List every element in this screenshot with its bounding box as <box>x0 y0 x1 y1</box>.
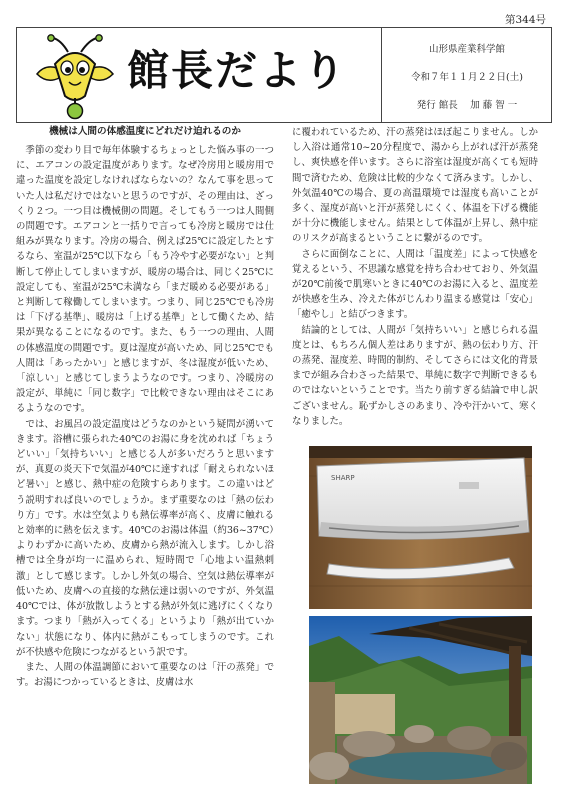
issue-number: 第344号 <box>504 14 546 26</box>
article-title: 機械は人間の体感温度にどれだけ迫れるのか <box>49 126 241 137</box>
article-left-column <box>16 125 274 690</box>
paragraph: また、人間の体温調節において重要なのは「汗の蒸発」です。お湯につかっているときは、皮膚は水 <box>16 661 274 689</box>
newsletter-title: 館長だより <box>127 46 348 95</box>
article-right-column <box>292 125 538 429</box>
publication-date: 令和７年１１月２２日(土) <box>411 72 523 83</box>
ac-brand: SHARP <box>331 474 355 482</box>
paragraph: 結論的としては、人間が「気持ちいい」と感じられる温度とは、もちろん個人差はありますが、熱の伝わり方、汗の蒸発、湿度差、時間的制約、そしてさらには文化的背景までが組み合わさった結果で、単純に数字で判断できるものではないということです。当たり前すぎる結論で申し訳ございません。恥ずかしさのあまり、冷や汗かいて、寒くなりました。 <box>292 324 538 427</box>
organization-name: 山形県産業科学館 <box>428 44 505 55</box>
paragraph: 季節の変わり目で毎年体験するちょっとした悩み事の一つに、エアコンの設定温度があります。なぜ冷房用と暖房用で違った温度を設定しなければならないの？なんて事を思っていた人は私だけではないと思うのですが、その理由は、ざっくり２つ。一つ目は機械側の問題。そしてもう一つは人間側の問題です。エアコンと一括りで言っても冷房と暖房では仕組みが異なります。冷房の場合、例えば25℃に設定したとするなら、室温が25℃以下なら「もう冷やす必要がない」と判断して停止してしまいますが、暖房の場合は、同じく25℃に設定しても、室温が25℃未満なら「まだ暖める必要がある」と判断して稼働してしまいます。つまり、同じ25℃でも冷房は「下げる基準」、暖房は「上げる基準」として働くため、結果が異なることになるのです。また、もう一つの理由、人間の体感温度の問題です。夏は湿度が高いため、同じ25℃でも人間は「あったかい」と感じますが、冬は湿度が低いため、「涼しい」と感じてしまうようなのです。つまり、冷暖房の設定が、単純に「同じ数字」で比較できない理由はそこにあるようなのです。 <box>16 145 274 415</box>
publisher: 発行 館長 加 藤 智 一 <box>416 100 518 111</box>
mascot-icon <box>35 34 115 120</box>
publication-info <box>382 28 552 122</box>
paragraph: では、お風呂の設定温度はどうなのかという疑問が湧いてきます。浴槽に張られた40℃のお湯に身を沈めれば「ちょうどいい」「気持ちいい」と感じる人が多いだろうと思いますが、真夏の炎天下で気温が40℃に達すれば「耐えられないほど暑い」と感じ、熱中症の危険すらあります。この違いはどう説明すれば良いのでしょうか。まず重要なのは「熱の伝わり方」です。水は空気よりも熱伝導率が高く、皮膚に触れると効率的に熱を伝えます。40℃のお湯は体温（約36~37℃）よりわずかに高いため、皮膚から熱が流入します。しかし浴槽では全身が均一に温められ、短時間で「心地よい温熱刺激」として感じます。しかし外気の場合、空気は熱伝導率が低いため、皮膚への直接的な熱伝達は弱いのですが、外気温40℃では、体が放散しようとする熱が外気に逃げにくくなります。つまり「熱が入ってくる」というより「熱が出ていかない」状態になり、体内に熱がこもってしまうのです。これが不快感や危険につながるという訳です。 <box>16 418 274 658</box>
air-conditioner-photo <box>309 446 532 609</box>
outdoor-bath-photo <box>309 616 532 784</box>
masthead <box>16 27 552 123</box>
paragraph: さらに面倒なことに、人間は「温度差」によって快感を覚えるという、不思議な感覚を持ち合わせており、外気温が20℃前後で肌寒いときに40℃のお湯に入ると、温度差が快感を生み、冷えた体がじんわり温まる感覚は「安心」「癒やし」と結びつきます。 <box>292 248 538 321</box>
paragraph: に覆われているため、汗の蒸発はほぼ起こりません。しかし入浴は通常10~20分程度で、湯から上がれば汗が蒸発し、爽快感を伴います。さらに浴室は湿度が高くても短時間で済むため、危険は比較的少なくて済みます。しかし、外気温40℃の場合、夏の高温環境では湿度も高いことが多く、湿度が高いと汗が蒸発しにくく、体温を下げる機能が十分に機能しません。結果として体温が上昇し、熱中症のリスクが高まるということに繋がるのです。 <box>292 127 538 245</box>
